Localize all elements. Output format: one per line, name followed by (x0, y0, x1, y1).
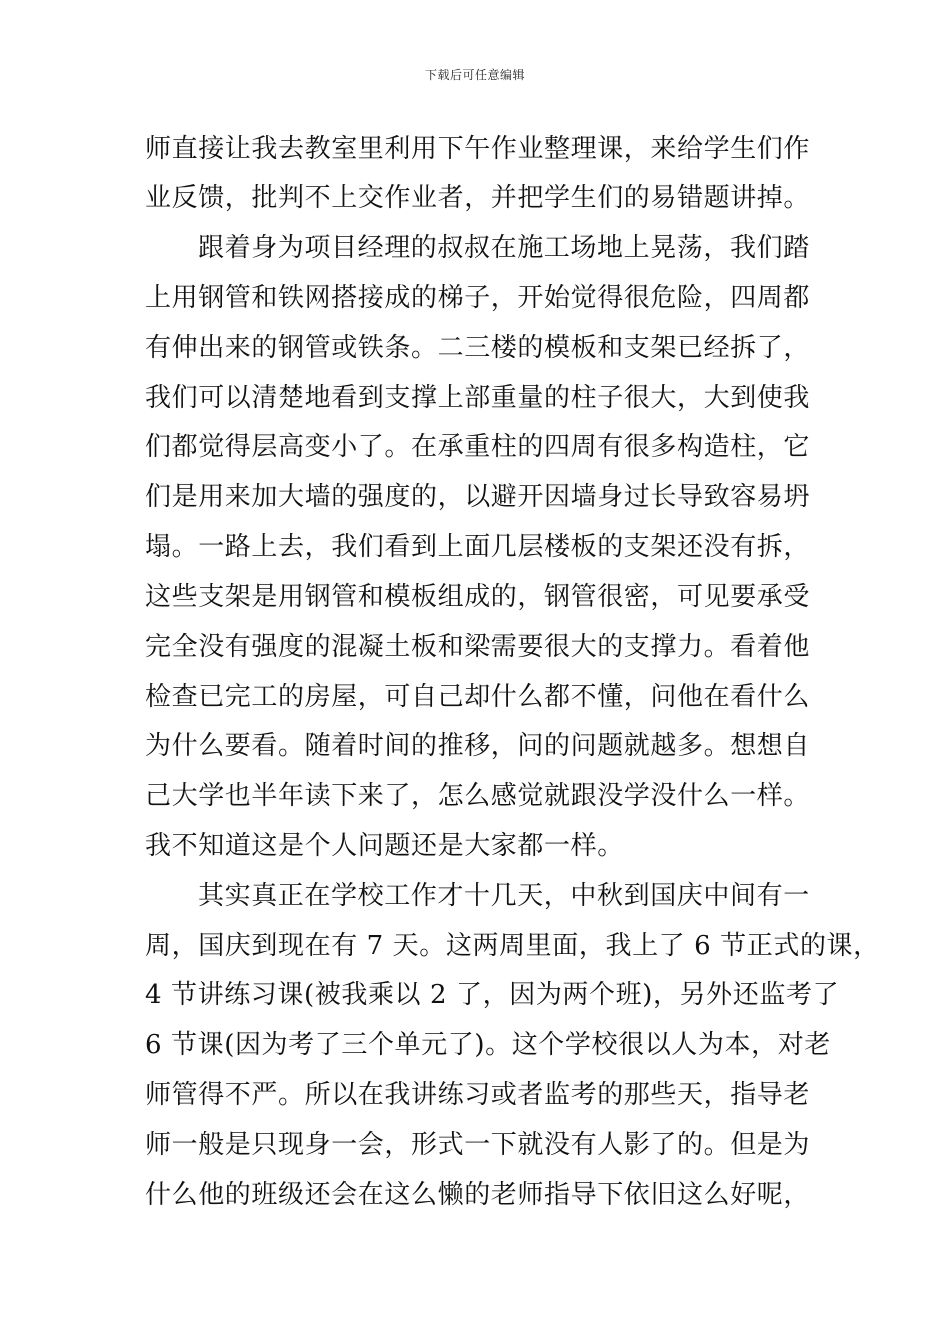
text-line: 上用钢管和铁网搭接成的梯子，开始觉得很危险，四周都 (145, 283, 811, 313)
text-line: 有伸出来的钢管或铁条。二三楼的模板和支架已经拆了， (145, 333, 811, 363)
text-line: 完全没有强度的混凝土板和梁需要很大的支撑力。看着他 (145, 632, 811, 662)
text-line: 6 节课(因为考了三个单元了)。这个学校很以人为本，对老 (145, 1030, 831, 1060)
text-line: 师一般是只现身一会，形式一下就没有人影了的。但是为 (145, 1130, 811, 1160)
paragraph-first-line: 其实真正在学校工作才十几天，中秋到国庆中间有一 (198, 881, 810, 911)
paragraph-first-line: 跟着身为项目经理的叔叔在施工场地上晃荡，我们踏 (198, 233, 810, 263)
text-line: 什么他的班级还会在这么懒的老师指导下依旧这么好呢， (145, 1180, 811, 1210)
text-line: 业反馈，批判不上交作业者，并把学生们的易错题讲掉。 (145, 183, 811, 213)
text-line: 塌。一路上去，我们看到上面几层楼板的支架还没有拆， (145, 532, 811, 562)
text-line: 为什么要看。随着时间的推移，问的问题就越多。想想自 (145, 731, 811, 761)
text-line: 我们可以清楚地看到支撑上部重量的柱子很大，大到使我 (145, 383, 811, 413)
text-line: 我不知道这是个人问题还是大家都一样。 (145, 831, 624, 861)
text-line: 己大学也半年读下来了，怎么感觉就跟没学没什么一样。 (145, 781, 811, 811)
text-line: 周，国庆到现在有 7 天。这两周里面，我上了 6 节正式的课， (145, 931, 880, 961)
page-header: 下载后可任意编辑 (424, 68, 525, 82)
text-line: 们是用来加大墙的强度的，以避开因墙身过长导致容易坍 (145, 482, 811, 512)
text-line: 这些支架是用钢管和模板组成的，钢管很密，可见要承受 (145, 582, 811, 612)
text-line: 师管得不严。所以在我讲练习或者监考的那些天，指导老 (145, 1080, 811, 1110)
text-line: 师直接让我去教室里利用下午作业整理课，来给学生们作 (145, 134, 811, 164)
text-line: 检查已完工的房屋，可自己却什么都不懂，问他在看什么 (145, 682, 811, 712)
text-line: 们都觉得层高变小了。在承重柱的四周有很多构造柱，它 (145, 432, 811, 462)
text-line: 4 节讲练习课(被我乘以 2 了，因为两个班)，另外还监考了 (145, 980, 840, 1010)
